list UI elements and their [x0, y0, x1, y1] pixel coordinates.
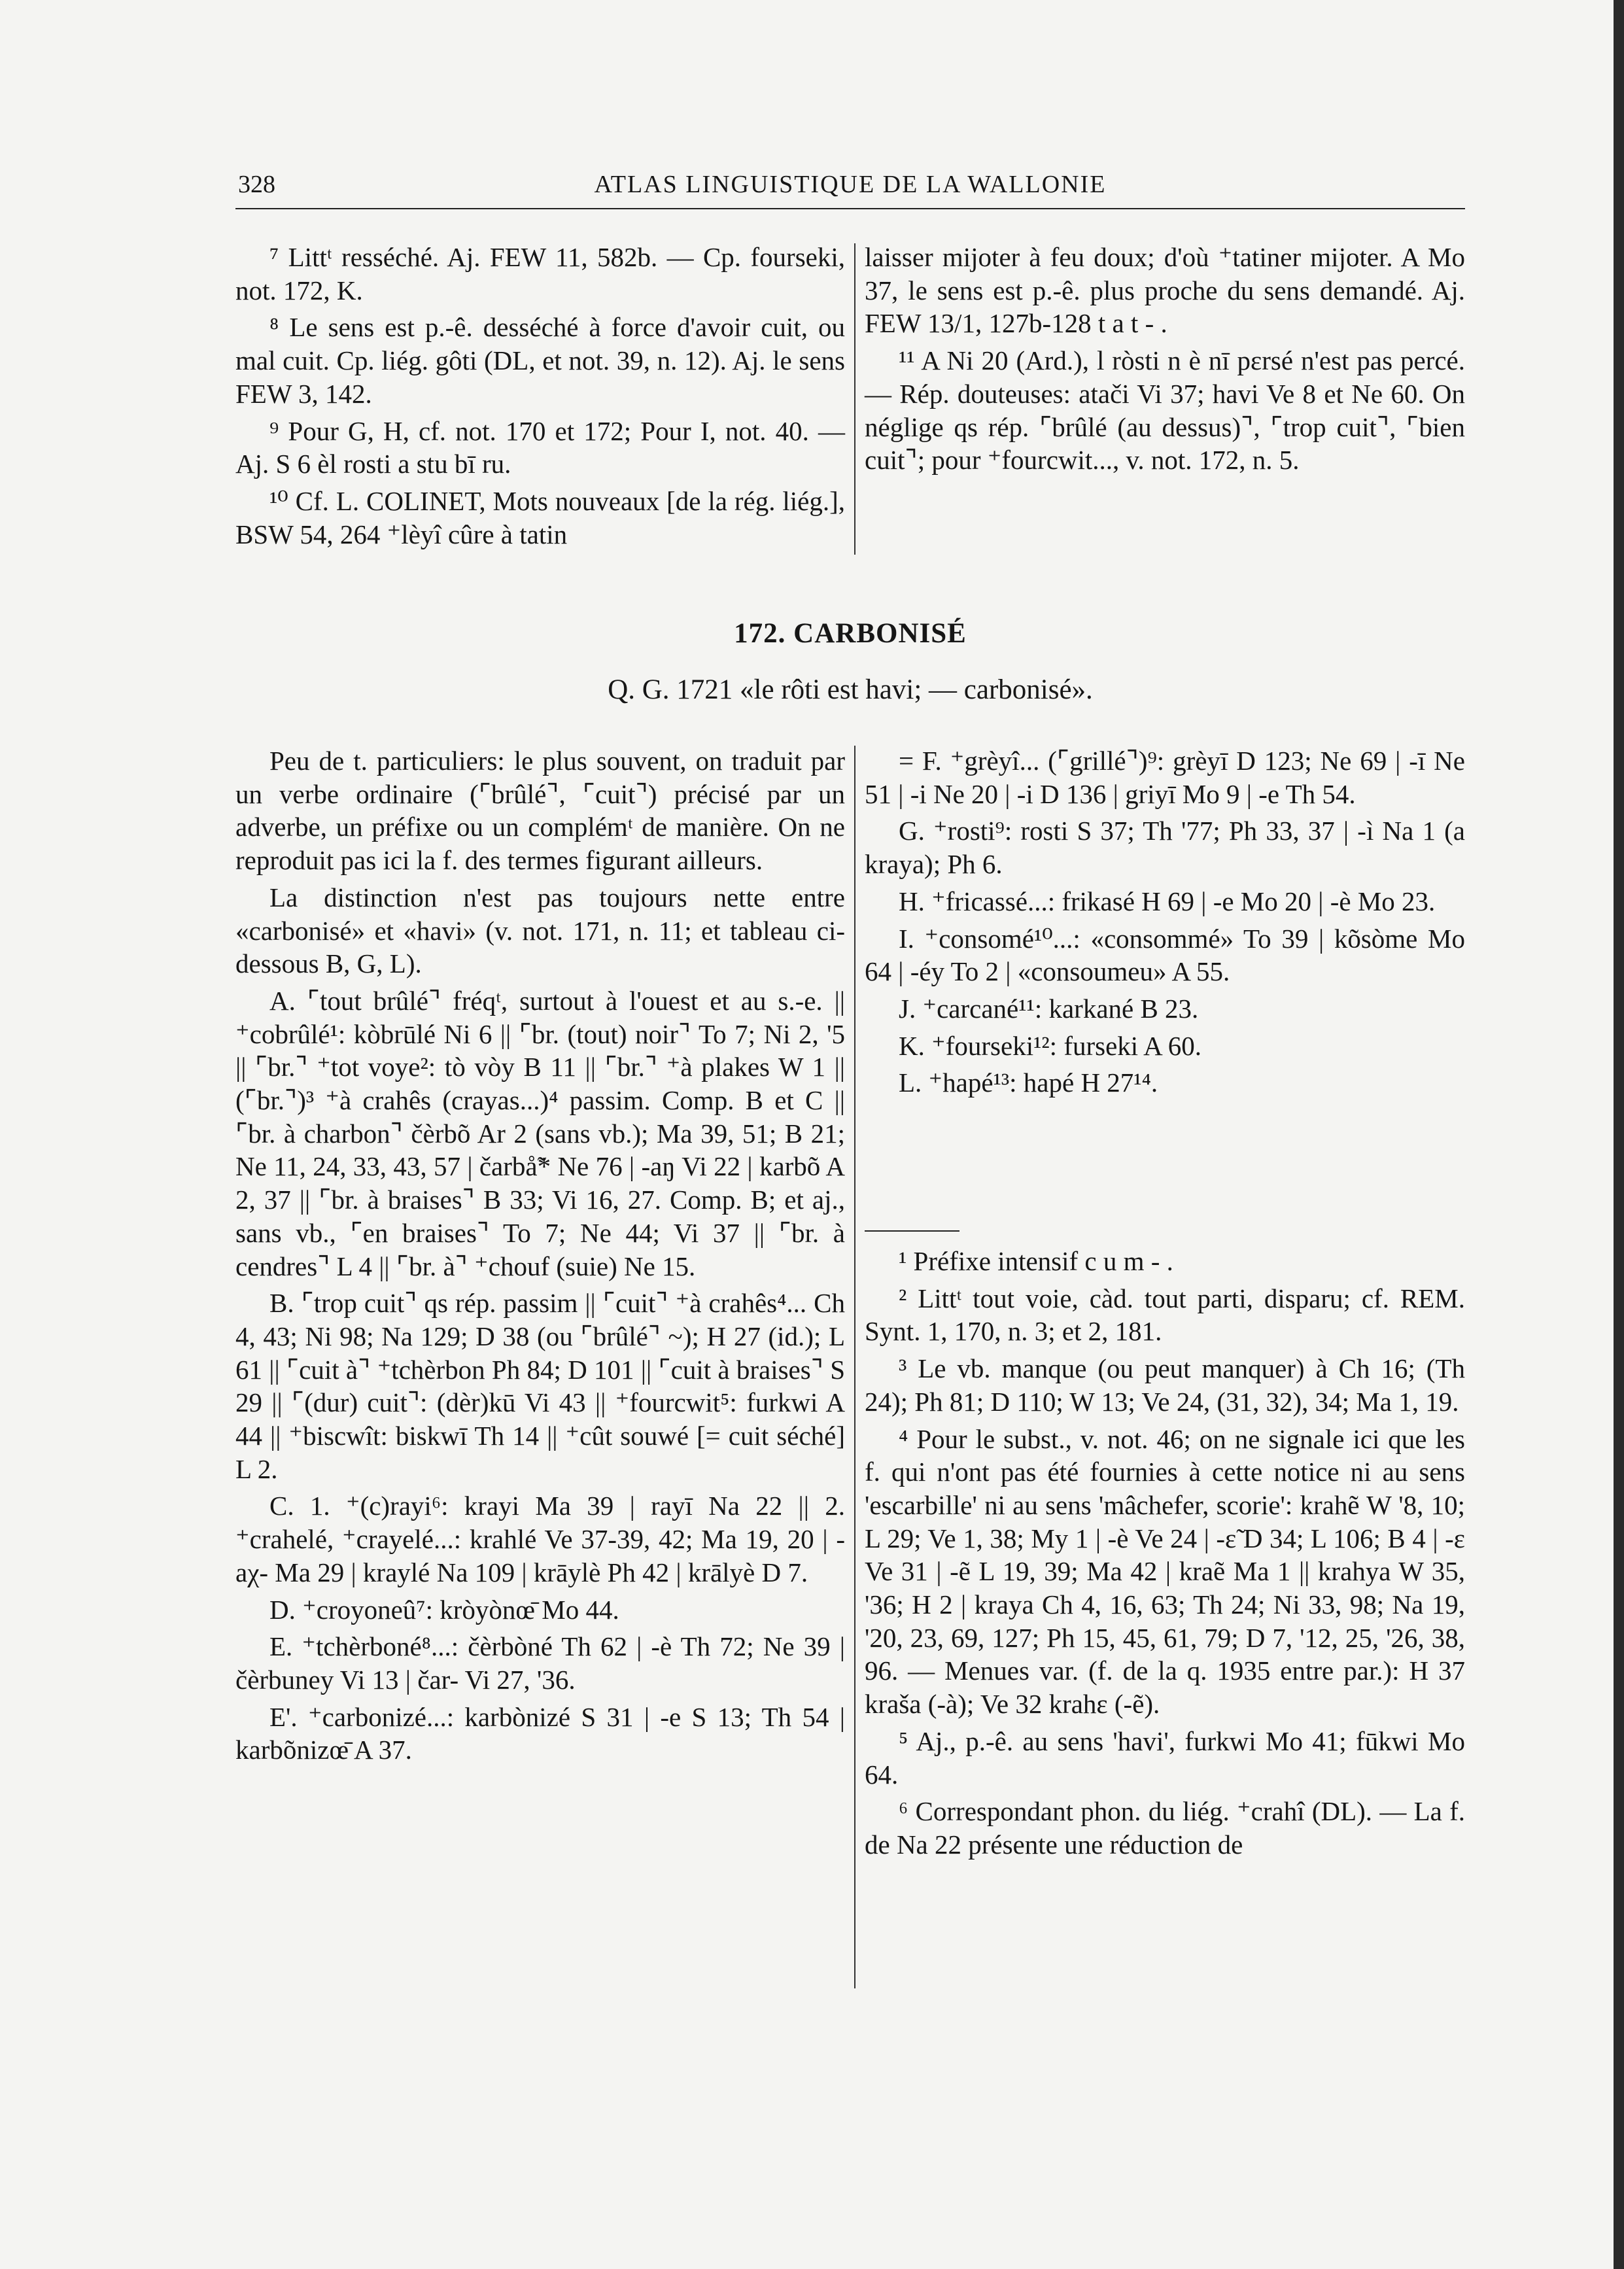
right-column	[865, 744, 1465, 1103]
paragraph-E-prime: E'. ⁺carbonizé...: karbònizé S 31 | -e S 13; Th 54 | karbõnizœ̄ A 37.	[235, 1701, 845, 1765]
page-header	[235, 169, 1465, 209]
footnote-2: ² Littᵗ tout voie, càd. tout parti, disparu; cf. REM. Synt. 1, 170, n. 3; et 2, 181.	[865, 1283, 1465, 1347]
paragraph-C: C. 1. ⁺(c)rayi⁶: krayi Ma 39 | rayī Na 22 || 2. ⁺crahelé, ⁺crayelé...: krahlé Ve 37-39, 42; Ma 19, 20 | -aχ- Ma 29 | kraylé Na 109 | krāylè Ph 42 | krālyè D 7.	[235, 1491, 845, 1587]
column-divider-top	[854, 243, 855, 555]
paragraph-A: A. ⌜tout brûlé⌝ fréqᵗ, surtout à l'ouest et au s.-e. || ⁺cobrûlé¹: kòbrūlé Ni 6 || ⌜br. (tout) noir⌝ To 7; Ni 2, '5 || ⌜br.⌝ ⁺tot voye²: tò vòy B 11 || ⌜br.⌝ ⁺à plakes W 1 || (⌜br.⌝)³ ⁺à crahês (crayas...)⁴ passim. Comp. B et C || ⌜br. à charbon⌝ čèrbõ Ar 2 (sans vb.); Ma 39, 51; B 21; Ne 11, 24, 33, 43, 57 | čarbå̃* Ne 76 | -aŋ Vi 22 | karbõ A 2, 37 || ⌜br. à braises⌝ B 33; Vi 16, 27. Comp. B; et aj., sans vb., ⌜en braises⌝ To 7; Ne 44; Vi 37 || ⌜br. à cendres⌝ L 4 || ⌜br. à⌝ ⁺chouf (suie) Ne 15.	[235, 985, 845, 1281]
scan-edge	[1614, 0, 1624, 2269]
paragraph-D: D. ⁺croyoneû⁷: kròyònœ̄ Mo 44.	[269, 1594, 619, 1625]
paragraph-distinction: La distinction n'est pas toujours nette entre «carbonisé» et «havi» (v. not. 171, n. 11; et tableau ci-dessous B, G, L).	[235, 882, 845, 979]
footnote-4: ⁴ Pour le subst., v. not. 46; on ne signale ici que les f. qui n'ont pas été fournies à cette notice ni au sens 'escarbille' ni au sens 'mâchefer, scorie': krahẽ W '8, 10; L 29; Ve 1, 38; My 1 | -è Ve 24 | -ɛ̃ D 34; L 106; B 4 | -ɛ Ve 31 | -ẽ L 19, 39; Ma 42 | kraẽ Ma 1 || krahya W 35, '36; H 2 | kraya Ch 4, 16, 63; Th 24; Ni 33, 98; Na 19, '20, 23, 69, 127; Ph 15, 45, 61, 79; D 7, '12, 25, '26, 38, 96. — Menues var. (f. de la q. 1935 entre par.): H 37 kraša (-à); Ve 32 krahɛ (-ẽ).	[865, 1423, 1465, 1720]
footnote-5: ⁵ Aj., p.-ê. au sens 'havi', furkwi Mo 41; fūkwi Mo 64.	[865, 1725, 1465, 1790]
footnote-10-cont: laisser mijoter à feu doux; d'où ⁺tatiner mijoter. A Mo 37, le sens est p.-ê. plus proche du sens demandé. Aj. FEW 13/1, 127b-128 t a t - .	[865, 242, 1465, 339]
paragraph-intro: Peu de t. particuliers: le plus souvent, on traduit par un verbe ordinaire (⌜brûlé⌝, ⌜cuit⌝) précisé par un adverbe, un préfixe ou un complémᵗ de manière. On ne reproduit pas ici la f. des termes figurant ailleurs.	[235, 746, 845, 876]
paragraph-K: K. ⁺fourseki¹²: furseki A 60.	[899, 1030, 1202, 1061]
page-number: 328	[238, 171, 275, 198]
column-divider-main	[854, 746, 855, 1988]
left-column	[235, 744, 845, 1771]
footnotes	[865, 1245, 1465, 1865]
footnote-9: ⁹ Pour G, H, cf. not. 170 et 172; Pour I, not. 40. — Aj. S 6 èl rosti a stu bī ru.	[235, 415, 845, 479]
footnote-6: ⁶ Correspondant phon. du liég. ⁺crahî (DL). — La f. de Na 22 présente une réduction de	[865, 1796, 1465, 1860]
running-title: ATLAS LINGUISTIQUE DE LA WALLONIE	[594, 171, 1107, 198]
paragraph-J: J. ⁺carcané¹¹: karkané B 23.	[899, 993, 1199, 1024]
section-title: 172. CARBONISÉ	[734, 618, 967, 649]
previous-notes-left	[235, 241, 845, 555]
footnote-10: ¹⁰ Cf. L. COLINET, Mots nouveaux [de la rég. liég.], BSW 54, 264 ⁺lèyî cûre à tatin	[235, 485, 845, 549]
paragraph-F: = F. ⁺grèyî... (⌜grillé⌝)⁹: grèyī D 123; Ne 69 | -ī Ne 51 | -i Ne 20 | -i D 136 | griyī Mo 9 | -e Th 54.	[865, 746, 1465, 809]
previous-notes-right	[865, 241, 1465, 481]
footnote-8: ⁸ Le sens est p.-ê. desséché à force d'avoir cuit, ou mal cuit. Cp. liég. gôti (DL, et not. 39, n. 12). Aj. le sens FEW 3, 142.	[235, 312, 845, 409]
paragraph-B: B. ⌜trop cuit⌝ qs rép. passim || ⌜cuit⌝ ⁺à crahês⁴... Ch 4, 43; Ni 98; Na 129; D 38 (ou ⌜brûlé⌝ ~); H 27 (id.); L 61 || ⌜cuit à⌝ ⁺tchèrbon Ph 84; D 101 || ⌜cuit à braises⌝ S 29 || ⌜(dur) cuit⌝: (dèr)kū Vi 43 || ⁺fourcwit⁵: furkwi A 44 || ⁺biscwît: biskwī Th 14 || ⁺cût souwé [= cuit séché] L 2.	[235, 1288, 845, 1484]
paragraph-E: E. ⁺tchèrboné⁸...: čèrbòné Th 62 | -è Th 72; Ne 39 | čèrbuney Vi 13 | čar- Vi 27, '36.	[235, 1631, 845, 1695]
footnote-11: ¹¹ A Ni 20 (Ard.), l ròsti n è nī pɛrsé n'est pas percé. — Rép. douteuses: atači Vi 37; havi Ve 8 et Ne 60. On néglige qs rép. ⌜brûlé (au dessus)⌝, ⌜trop cuit⌝, ⌜bien cuit⌝; pour ⁺fourcwit..., v. not. 172, n. 5.	[865, 345, 1465, 476]
paragraph-H: H. ⁺fricassé...: frikasé H 69 | -e Mo 20 | -è Mo 23.	[899, 886, 1436, 916]
paragraph-G: G. ⁺rosti⁹: rosti S 37; Th '77; Ph 33, 37 | -ì Na 1 (a kraya); Ph 6.	[865, 816, 1465, 880]
section-question: Q. G. 1721 «le rôti est havi; — carbonisé».	[608, 674, 1093, 705]
footnote-1: ¹ Préfixe intensif c u m - .	[899, 1246, 1173, 1276]
paragraph-I: I. ⁺consomé¹⁰...: «consommé» To 39 | kõsòme Mo 64 | -éy To 2 | «consoumeu» A 55.	[865, 923, 1465, 987]
paragraph-L: L. ⁺hapé¹³: hapé H 27¹⁴.	[899, 1067, 1158, 1098]
footnote-3: ³ Le vb. manque (ou peut manquer) à Ch 16; (Th 24); Ph 81; D 110; W 13; Ve 24, (31, 32), 34; Ma 1, 19.	[865, 1353, 1465, 1417]
footnote-7: ⁷ Littᵗ resséché. Aj. FEW 11, 582b. — Cp. fourseki, not. 172, K.	[235, 242, 845, 305]
footnote-separator	[865, 1230, 959, 1232]
